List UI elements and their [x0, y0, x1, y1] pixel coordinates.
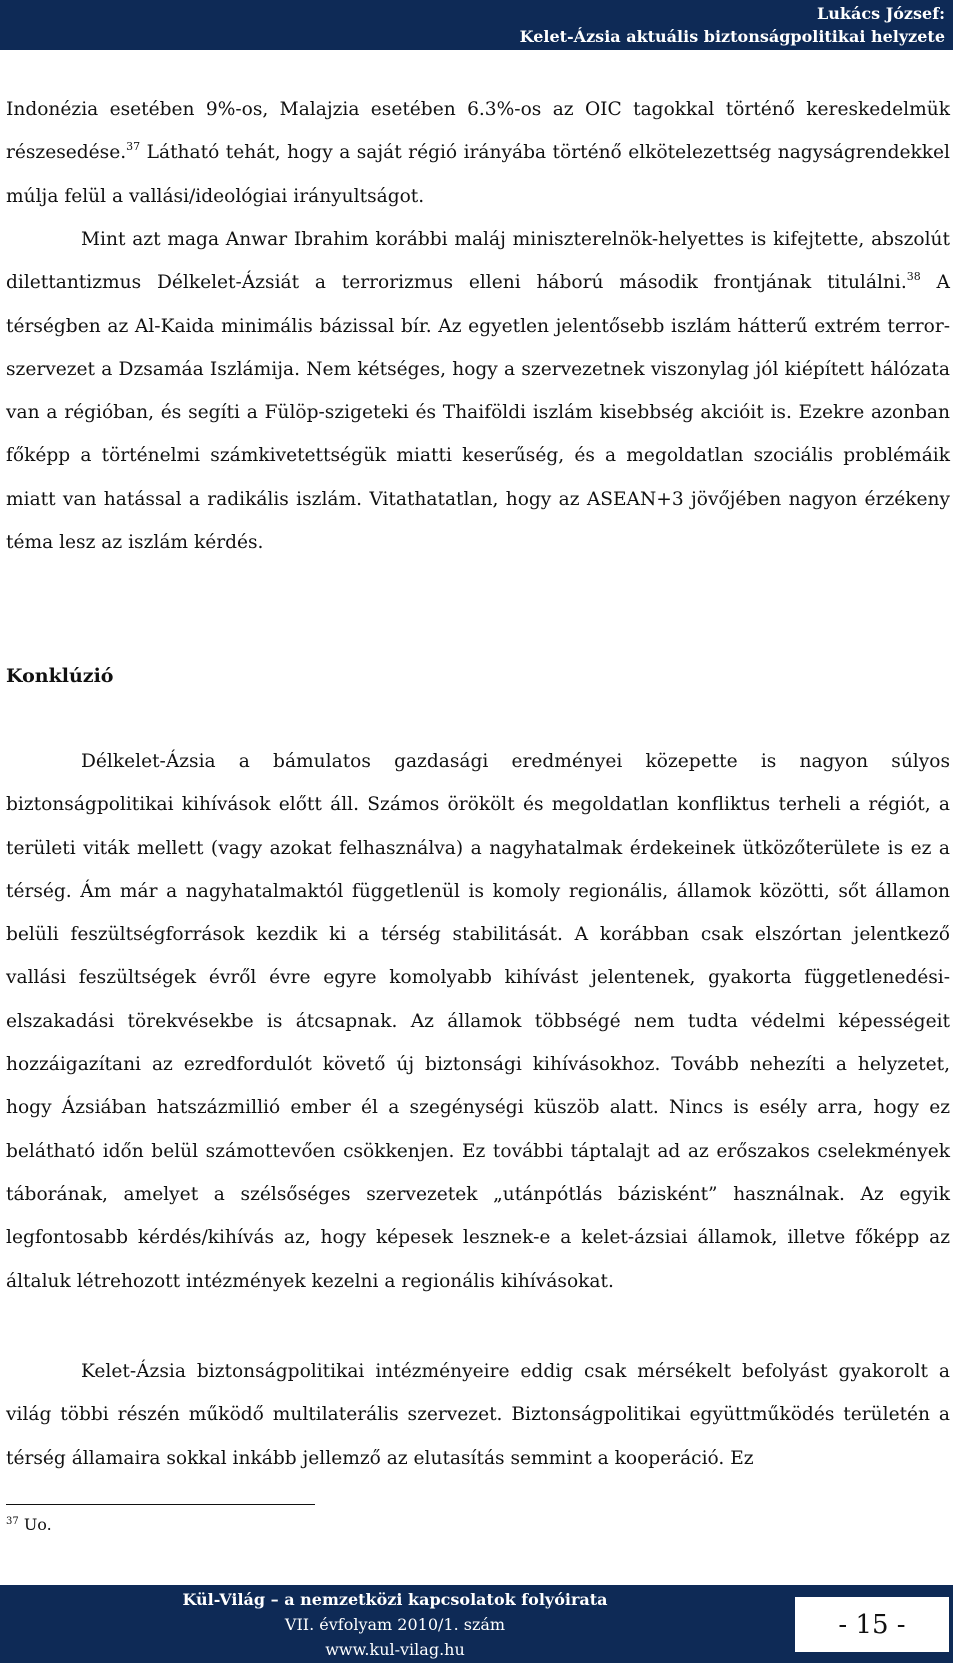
paragraph-1-text-b: Látható tehát, hogy a saját régió irányába történő elkötelezettség nagyságrendekkel múlja felül a vallási/ideológiai irányultságot.: [6, 142, 950, 207]
header-author: Lukács József:: [817, 4, 945, 23]
paragraph-3: [6, 740, 950, 1303]
paragraph-2-text-b: A térségben az Al-Kaida minimális bázissal bír. Az egyetlen jelentősebb iszlám hátterű extrém terror-szervezet a Dzsamáa Iszlámija. Nem kétséges, hogy a szervezetnek viszonylag jól kiépített hálózata van a régióban, és segíti a Fülöp-szigeteki és Thaiföldi iszlám kisebbség akcióit is. Ezekre azonban főképp a történelmi számkivetettségük miatti keserűség, és a megoldatlan szociális problémáik miatt van hatással a radikális iszlám. Vitathatatlan, hogy az ASEAN+3 jövőjében nagyon érzékeny téma lesz az iszlám kérdés.: [6, 272, 950, 554]
page-footer: [0, 1585, 953, 1663]
header-subtitle: Kelet-Ázsia aktuális biztonságpolitikai helyzete: [519, 27, 945, 46]
footnote-number: 37: [6, 1516, 19, 1527]
paragraph-3-text: Délkelet-Ázsia a bámulatos gazdasági eredményei közepette is nagyon súlyos biztonságpolitikai kihívások előtt áll. Számos örökölt és megoldatlan konfliktus terheli a régiót, a területi viták mellett (vagy azokat felhasználva) a nagyhatalmak érdekeinek ütközőterülete is ez a térség. Ám már a nagyhatalmaktól függetlenül is komoly regionális, államok közötti, sőt államon belüli feszültségforrások kezdik ki a térség stabilitását. A korábban csak elszórtan jelentkező vallási feszültségek évről évre egyre komolyabb kihívást jelentenek, gyakorta függetlenedési-elszakadási törekvésekbe is átcsapnak. Az államok többségé nem tudta védelmi képességeit hozzáigazítani az ezredfordulót követő új biztonsági kihívásokhoz. Tovább nehezíti a helyzetet, hogy Ázsiában hatszázmillió ember él a szegénységi küszöb alatt. Nincs is esély arra, hogy ez belátható időn belül számottevően csökkenjen. Ez további táptalajt ad az erőszakos cselekmények táborának, amelyet a szélsőséges szervezetek „utánpótlás bázisként” használnak. Az egyik legfontosabb kérdés/kihívás az, hogy képesek lesznek-e a kelet-ázsiai államok, illetve főképp az általuk létrehozott intézmények kezelni a regionális kihívásokat.: [6, 751, 950, 1292]
page-number: - 15 -: [794, 1596, 950, 1653]
paragraph-4: [6, 1350, 950, 1480]
section-heading: Konklúzió: [6, 665, 114, 687]
page-header: [0, 0, 953, 50]
footnote-text: Uo.: [18, 1515, 52, 1534]
footer-url[interactable]: www.kul-vilag.hu: [325, 1640, 465, 1659]
paragraph-2: [6, 218, 950, 564]
footer-text: [0, 1585, 790, 1662]
paragraph-1: [6, 88, 950, 218]
footnote-divider: [6, 1504, 315, 1505]
footer-volume: VII. évfolyam 2010/1. szám: [284, 1615, 506, 1634]
footer-journal: Kül-Világ – a nemzetközi kapcsolatok folyóirata: [182, 1590, 608, 1609]
footnote-ref-38[interactable]: 38: [906, 270, 921, 284]
footnote-ref-37[interactable]: 37: [126, 140, 141, 154]
paragraph-2-text-a: Mint azt maga Anwar Ibrahim korábbi maláj miniszterelnök-helyettes is kifejtette, abszolút dilettantizmus Délkelet-Ázsiát a terrorizmus elleni háború második frontjának titulálni.: [6, 229, 950, 294]
footnote: [6, 1515, 52, 1534]
paragraph-1-text-a: Indonézia esetében 9%-os, Malajzia esetében 6.3%-os az OIC tagokkal történő kereskedelmük részesedése.: [6, 99, 950, 164]
paragraph-4-text: Kelet-Ázsia biztonságpolitikai intézményeire eddig csak mérsékelt befolyást gyakorolt a világ többi részén működő multilaterális szervezet. Biztonságpolitikai együttműködés területén a térség államaira sokkal inkább jellemző az elutasítás semmint a kooperáció. Ez: [6, 1361, 950, 1469]
